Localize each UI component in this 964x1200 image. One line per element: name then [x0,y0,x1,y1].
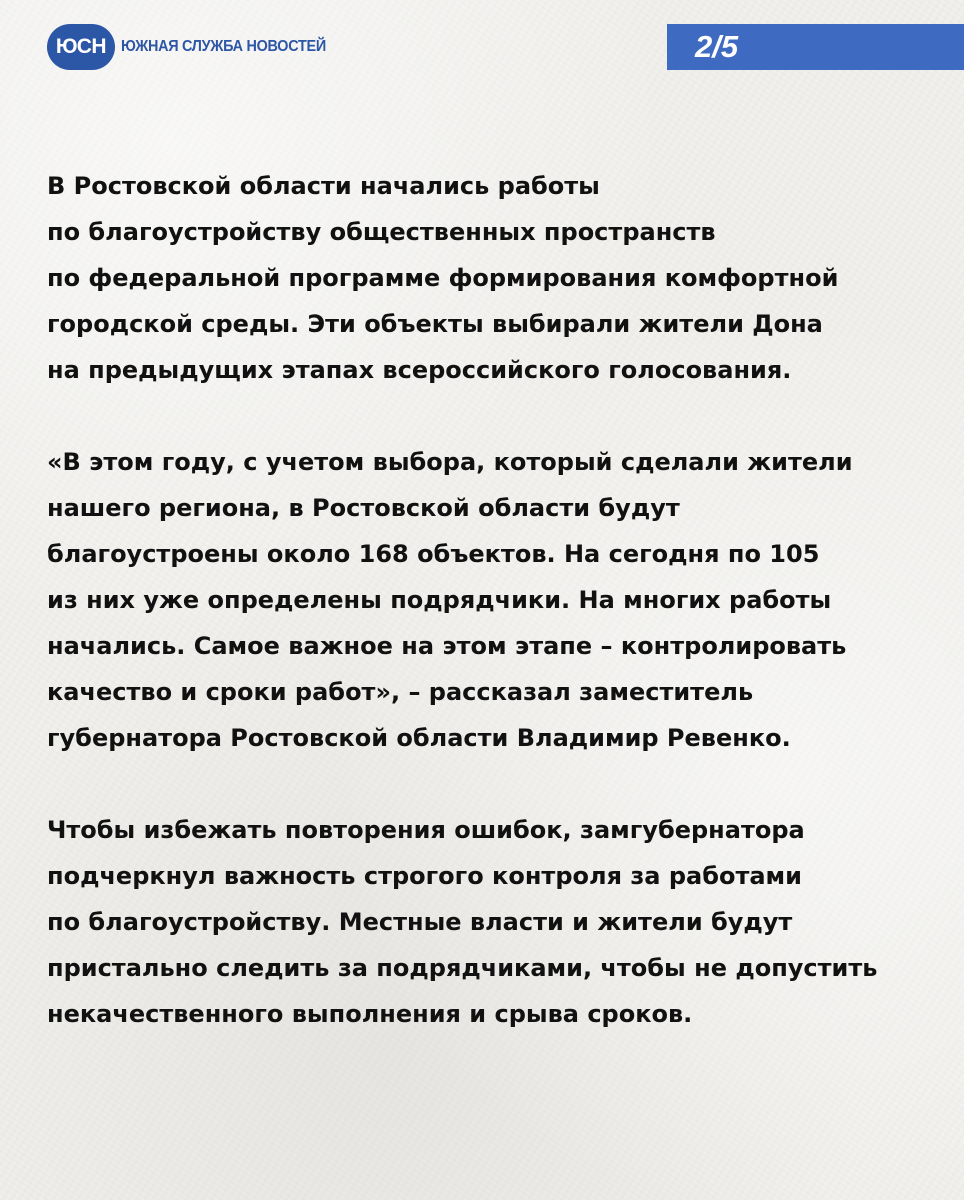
text-line: подчеркнул важность строгого контроля за работами [47,862,802,890]
text-line: городской среды. Эти объекты выбирали жители Дона [47,310,823,338]
page-counter: 2/5 [667,24,964,70]
logo-wordmark: ЮЖНАЯ СЛУЖБА НОВОСТЕЙ [121,38,326,55]
text-line: «В этом году, с учетом выбора, который сделали жители [47,448,853,476]
text-line: пристально следить за подрядчиками, чтобы не допустить [47,954,878,982]
paragraph-conclusion [47,807,947,1037]
logo-badge: ЮСН [47,24,115,70]
text-line: благоустроены около 168 объектов. На сегодня по 105 [47,540,820,568]
text-line: Чтобы избежать повторения ошибок, замгубернатора [47,816,805,844]
text-line: В Ростовской области начались работы [47,172,600,200]
text-line: качество и сроки работ», – рассказал заместитель [47,678,754,706]
text-line: губернатора Ростовской области Владимир Ревенко. [47,724,791,752]
text-line: некачественного выполнения и срыва сроков. [47,1000,693,1028]
text-line: начались. Самое важное на этом этапе – контролировать [47,632,847,660]
yusn-logo[interactable] [47,24,349,70]
paragraph-intro [47,163,947,393]
article-body [47,163,947,1083]
text-line: по федеральной программе формирования комфортной [47,264,839,292]
text-line: по благоустройству общественных пространств [47,218,716,246]
text-line: из них уже определены подрядчики. На многих работы [47,586,832,614]
paragraph-quote [47,439,947,761]
text-line: по благоустройству. Местные власти и жители будут [47,908,793,936]
text-line: нашего региона, в Ростовской области будут [47,494,680,522]
text-line: на предыдущих этапах всероссийского голосования. [47,356,792,384]
